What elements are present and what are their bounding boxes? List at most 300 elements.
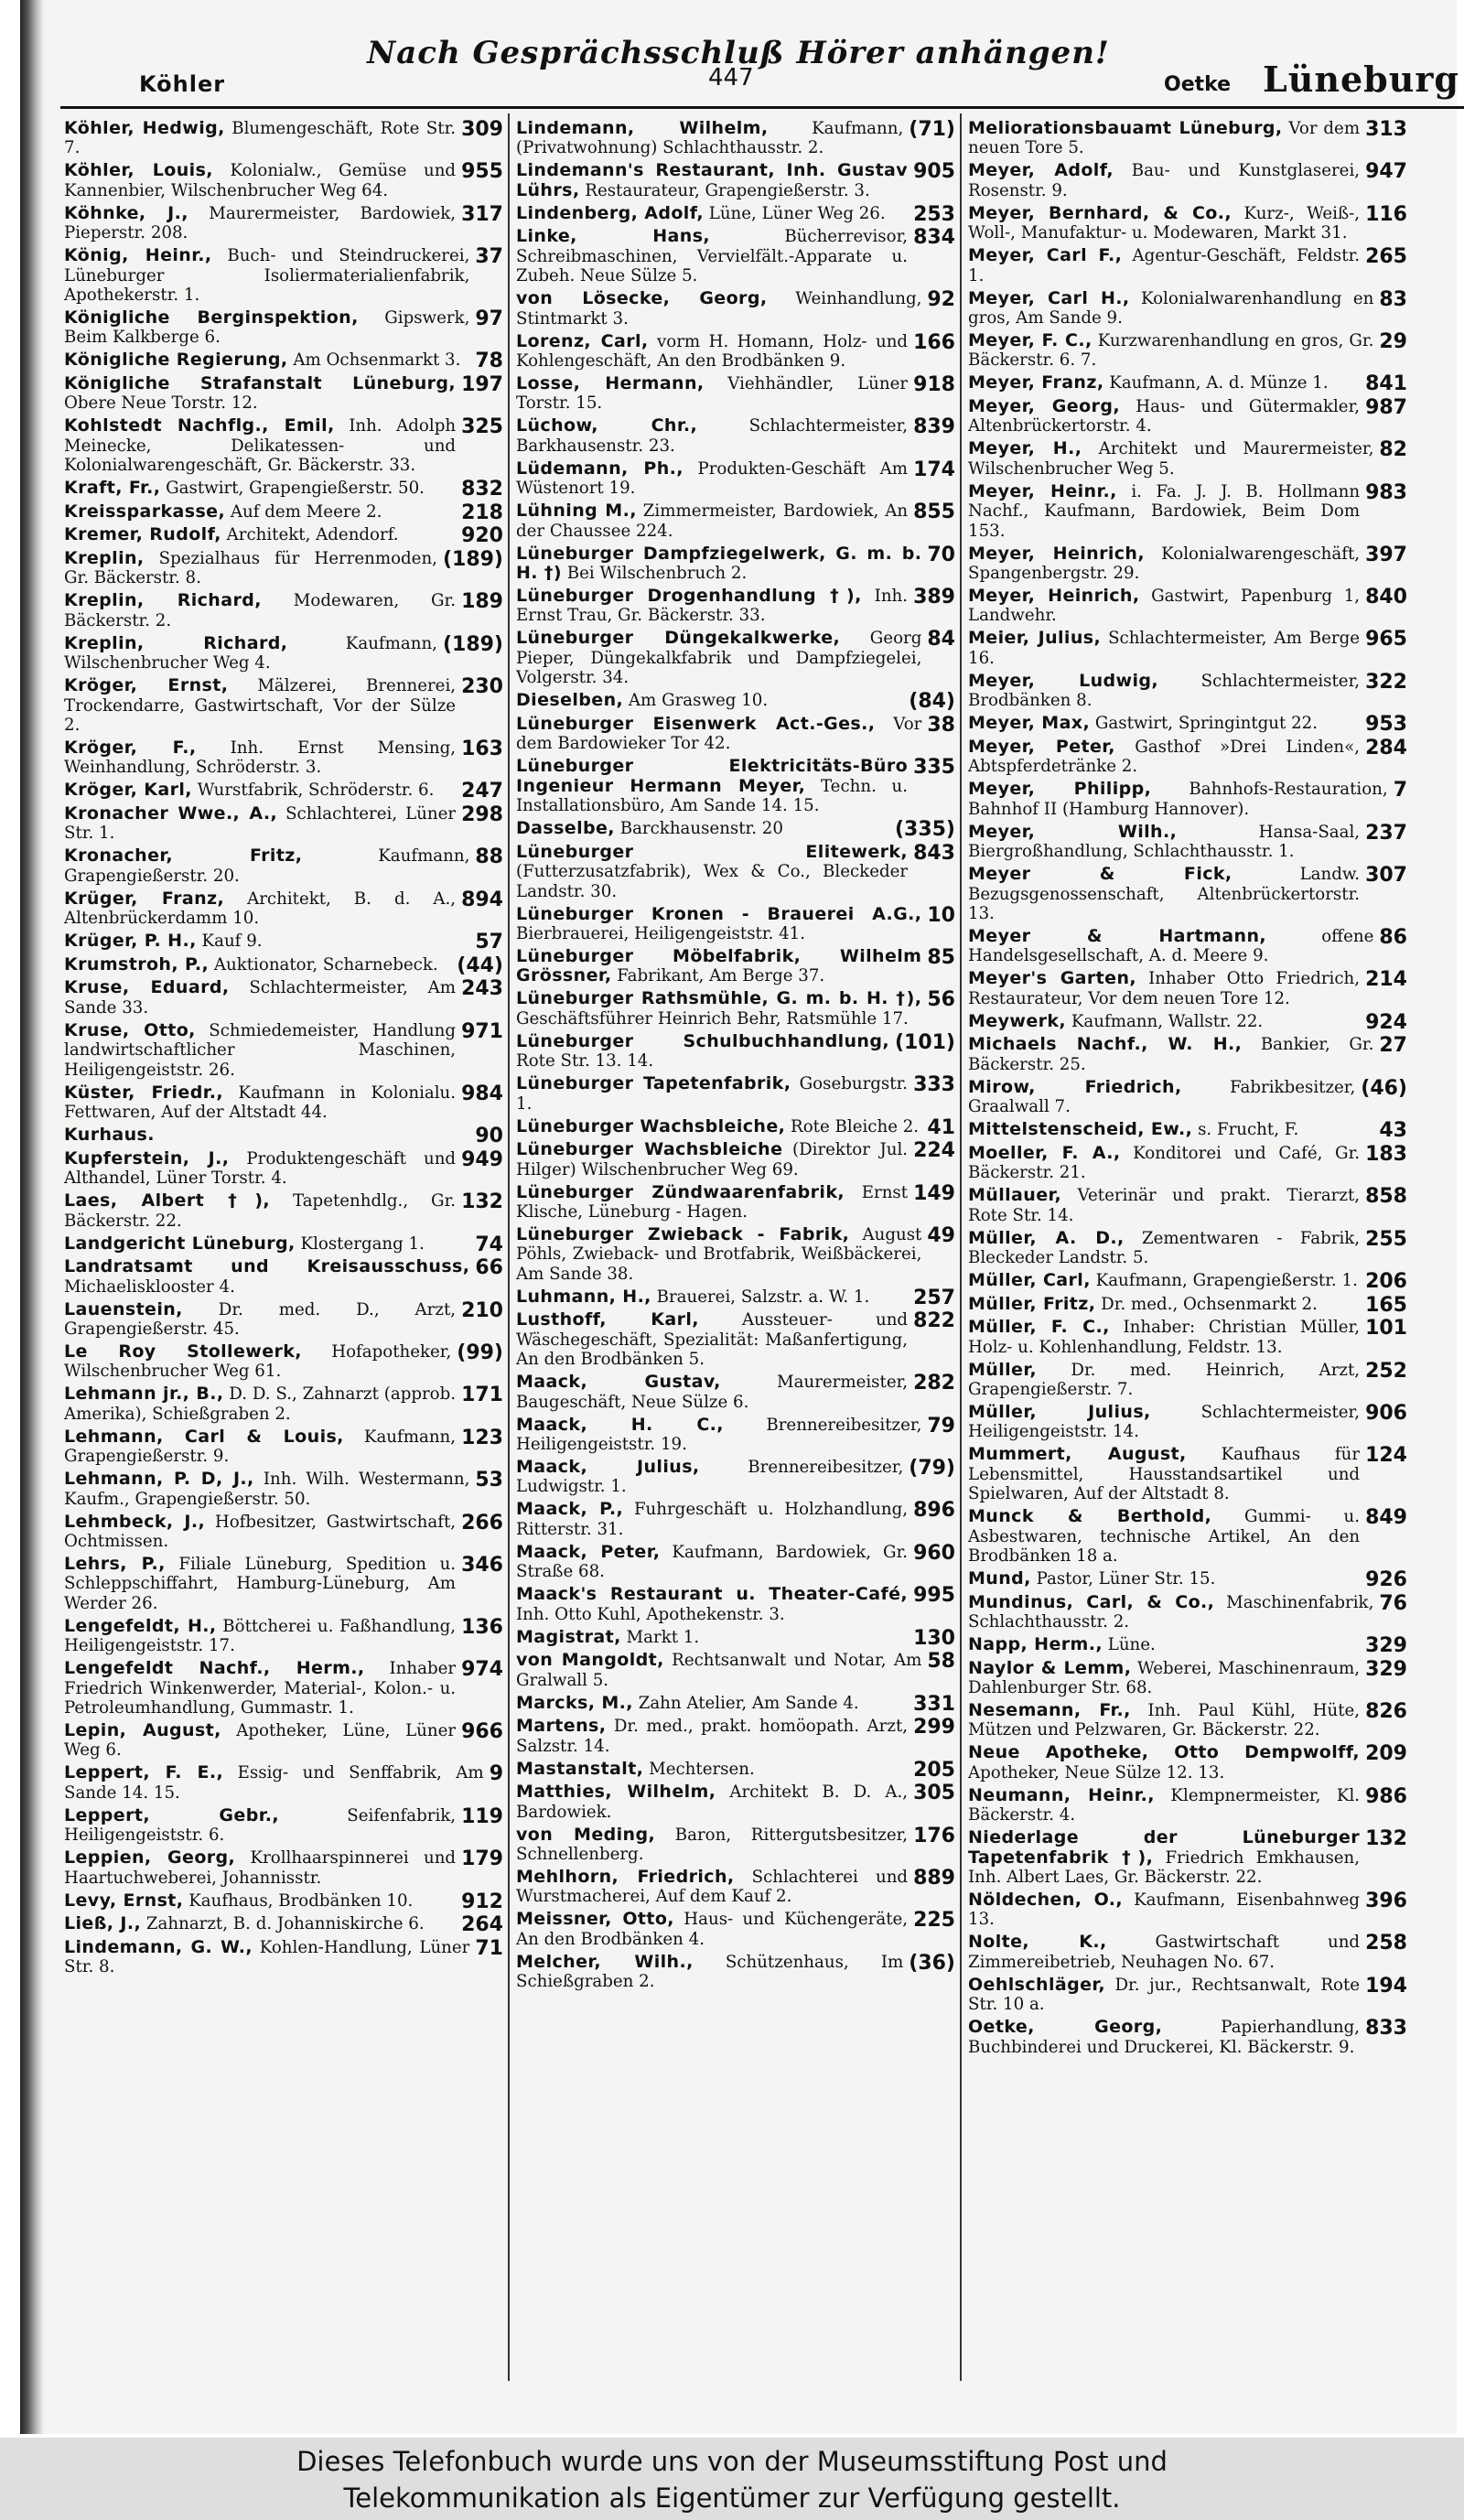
directory-entry [516,1074,955,1114]
directory-entry [968,2018,1407,2057]
entry-name: Naylor & Lemm, [968,1657,1132,1678]
phone-number: 822 [913,1309,955,1333]
entry-details: Dr. jur., Rechtsanwalt, Rote Str. 10 a. [968,1975,1361,2015]
entry-details: Architekt, Adendorf. [226,525,399,545]
phone-number: 57 [475,931,503,954]
directory-entry [64,161,503,200]
phone-number: 920 [461,524,503,548]
phone-number: 335 [913,756,955,780]
phone-number: 132 [1365,1827,1407,1851]
entry-details: Auf dem Meere 2. [230,501,382,522]
entry-details: s. Frucht, F. [1198,1120,1299,1140]
entry-details: Obere Neue Torstr. 12. [64,393,258,414]
phone-number: 329 [1365,1633,1407,1657]
directory-entry [64,502,503,522]
directory-entry [968,1701,1407,1740]
phone-number: 27 [1379,1034,1407,1058]
entry-details: Schlachterei und Wurstmacherei, Auf dem Kauf 2. [516,1868,909,1907]
directory-entry [64,549,503,588]
entry-name: von Meding, [516,1824,656,1845]
entry-details: Fabrikbesitzer, Graalwall 7. [968,1077,1356,1117]
column-divider [508,113,510,2381]
directory-entry [64,1149,503,1189]
entry-name: Müller, Fritz, [968,1293,1096,1314]
entry-details: Mechtersen. [649,1759,755,1779]
phone-number: 397 [1365,543,1407,566]
entry-details: Zahn Atelier, Am Sande 4. [638,1693,859,1713]
entry-name: Kurhaus. [64,1125,155,1146]
directory-entry [64,416,503,475]
phone-number: 325 [461,415,503,439]
entry-name: Kraft, Fr., [64,478,161,499]
phone-number: 205 [913,1758,955,1782]
entry-name: Kronacher, Fritz, [64,845,303,867]
directory-entry [968,161,1407,200]
directory-entry [968,1933,1407,1972]
entry-name: Königliche Regierung, [64,350,288,371]
entry-details: Hofapotheker, Wilschenbrucher Weg 61. [64,1341,452,1382]
entry-name: Niederlage der Lüneburger Tapetenfabrik †), [968,1827,1361,1868]
entry-details: Dr. med. Heinrich, Arzt, Grapengießerstr. 7. [968,1360,1361,1399]
entry-name: Leppert, F. E., [64,1762,224,1783]
entry-name: Meyer, Bernhard, & Co., [968,202,1232,223]
phone-number: 247 [461,780,503,803]
entry-details: Kaufmann, A. d. Münze 1. [1109,373,1329,393]
directory-entry [516,1032,955,1072]
entry-details: Papierhandlung, Buchbinderei und Druckerei, Kl. Bäckerstr. 9. [968,2018,1361,2057]
entry-name: von Mangoldt, [516,1650,664,1671]
entry-details: Kaufhaus für Lebensmittel, Hausstandsartikel und Spielwaren, Auf der Altstadt 8. [968,1445,1361,1504]
directory-entry [64,1913,503,1937]
directory-entry [516,1910,955,1949]
phone-number: 841 [1365,372,1407,396]
entry-name: Meyer, F. C., [968,330,1093,351]
entry-details: Gasthof »Drei Linden«, Abtspferdetränke 2. [968,737,1361,777]
directory-entry [968,1445,1407,1503]
phone-number: 974 [461,1658,503,1682]
phone-number: 206 [1365,1269,1407,1293]
entry-name: Lehmann jr., B., [64,1384,224,1405]
entry-details: Brauerei, Salzstr. a. W. 1. [656,1287,870,1307]
phone-number: 299 [913,1716,955,1739]
phone-number: 257 [913,1286,955,1309]
entry-details: Kaufmann, Bardowiek, Gr. Straße 68. [516,1542,909,1582]
entry-name: Nolte, K., [968,1932,1107,1953]
phone-number: 214 [1365,968,1407,992]
phone-number: 7 [1393,779,1407,802]
entry-details: Kaufmann, Grapengießerstr. 9. [64,1427,457,1467]
phone-number: 953 [1365,713,1407,737]
entry-details: Inh. Ernst Trau, Gr. Bäckerstr. 33. [516,587,909,626]
entry-name: Mundinus, Carl, & Co., [968,1591,1215,1612]
entry-name: Lüneburger Wachsbleiche [516,1139,783,1160]
phone-number: 322 [1365,670,1407,694]
phone-number: 912 [461,1890,503,1913]
directory-entry [968,1635,1407,1655]
directory-entry [64,246,503,305]
directory-entry [64,1021,503,1080]
directory-entry [516,1310,955,1369]
entry-name: Matthies, Wilhelm, [516,1782,716,1803]
phone-number: 918 [913,373,955,397]
phone-number: 71 [475,1936,503,1960]
directory-entry [968,927,1407,966]
phone-number: 79 [927,1414,955,1438]
phone-number: (44) [457,953,503,977]
entry-details: Kaufmann, Wallstr. 22. [1071,1011,1264,1031]
entry-name: Lüneburger Möbelfabrik, Wilhelm Grössner, [516,945,922,986]
entry-name: Müller, A. D., [968,1227,1125,1248]
directory-entry [64,846,503,886]
entry-name: Mehlhorn, Friedrich, [516,1867,735,1887]
entry-name: Kröger, Karl, [64,780,192,801]
phone-number: (101) [894,1030,955,1054]
directory-entry [516,715,955,754]
directory-entry [64,119,503,158]
entry-details: Zimmermeister, Bardowiek, An der Chaussee 224. [516,501,909,541]
entry-details: Hansa-Saal, Biergroßhandlung, Schlachthausstr. 1. [968,822,1361,862]
directory-entry [64,634,503,673]
phone-number: 266 [461,1511,503,1535]
phone-number: 85 [927,945,955,969]
phone-number: 832 [461,478,503,501]
entry-name: Lüneburger Tapetenfabrik, [516,1073,791,1094]
entry-details: Krollhaarspinnerei und Haartuchweberei, Johannisstr. [64,1848,457,1888]
phone-number: 255 [1365,1227,1407,1251]
directory-entry [968,1035,1407,1074]
entry-name: Landratsamt und Kreisausschuss, [64,1256,470,1277]
directory-entry [64,1234,503,1255]
directory-entry [516,459,955,499]
directory-entry [968,1890,1407,1930]
entry-details: Haus- und Gütermakler, Altenbrückertorstr. 4. [968,397,1361,436]
entry-details: Dr. med., prakt. homöopath. Arzt, Salzstr. 14. [516,1717,909,1756]
entry-details: August Pöhls, Zwieback- und Brotfabrik, Weißbäckerei, Am Sande 38. [516,1224,922,1284]
directory-entry [516,1717,955,1756]
phone-number: 284 [1365,736,1407,759]
entry-details: Bierbrauerei, Heiligengeiststr. 41. [516,923,806,943]
entry-name: Lindenberg, Adolf, [516,202,704,223]
phone-number: 58 [927,1650,955,1674]
entry-name: Lorenz, Carl, [516,330,649,351]
entry-name: Meyer, H., [968,438,1082,459]
directory-entry [64,204,503,243]
entry-name: Ließ, J., [64,1913,142,1934]
entry-details: Klostergang 1. [300,1233,425,1254]
entry-name: Kreissparkasse, [64,501,226,522]
entry-details: Wurstfabrik, Schröderstr. 6. [197,781,435,801]
entry-details: Seifenfabrik, Heiligengeiststr. 6. [64,1805,457,1846]
directory-entry [968,865,1407,923]
entry-name: Meier, Julius, [968,628,1102,649]
entry-name: Kronacher Wwe., A., [64,803,278,824]
phone-number: 86 [1379,925,1407,949]
entry-name: Lüneburger Elitewerk, [516,841,909,862]
directory-entry [64,1891,503,1912]
directory-entry [516,501,955,541]
entry-details: Kolonialw., Gemüse und Kannenbier, Wilschenbrucher Weg 64. [64,161,457,200]
entry-details: Georg Pieper, Düngekalkfabrik und Dampfziegelei, Volgerstr. 34. [516,629,922,688]
entry-details: Kolonialwarengeschäft, Spangenbergstr. 29. [968,544,1361,584]
entry-details: Schlachterei, Lüner Str. 1. [64,804,457,844]
phone-number: 313 [1365,119,1407,141]
entry-details: Gummi- u. Asbestwaren, technische Artikel, An den Brodbänken 18 a. [968,1507,1361,1566]
entry-details: (Direktor Jul. Hilger) Wilschenbrucher Weg 69. [516,1140,909,1179]
directory-entry [516,905,955,944]
phone-number: 307 [1365,864,1407,888]
entry-name: Meyer, Franz, [968,372,1104,393]
entry-name: Nöldechen, O., [968,1890,1124,1910]
directory-entry [968,672,1407,711]
entry-details: Dr. med. D., Arzt, Grapengießerstr. 45. [64,1299,457,1339]
entry-name: Meyer, Peter, [968,736,1115,757]
phone-number: 49 [927,1223,955,1247]
entry-name: Mastanstalt, [516,1758,644,1779]
entry-name: Küster, Friedr., [64,1082,223,1103]
entry-details: Auktionator, Scharnebeck. [213,954,438,975]
phone-number: 88 [475,845,503,869]
phone-number: 224 [913,1139,955,1163]
header-left-catchword: Köhler [139,71,226,97]
directory-entry [968,1593,1407,1632]
entry-details: Aussteuer- und Wäschegeschäft, Spezialität: Maßanfertigung, An den Brodbänken 5. [516,1310,909,1370]
entry-details: Inhaber Friedrich Winkenwerder, Material-, Kolon.- u. Petroleumhandlung, Gummastr. 1. [64,1659,457,1718]
entry-name: Meyer, Carl F., [968,245,1123,266]
entry-details: Vor dem Bardowieker Tor 42. [516,714,922,754]
entry-details: Zementwaren - Fabrik, Bleckeder Landstr. 5. [968,1228,1361,1267]
entry-name: Müller, F. C., [968,1317,1110,1338]
entry-name: Moeller, F. A., [968,1142,1121,1163]
entry-details: Klempnermeister, Kl. Bäckerstr. 4. [968,1785,1361,1825]
entry-details: Am Grasweg 10. [628,691,769,711]
entry-name: Lüneburger Eisenwerk Act.-Ges., [516,713,876,734]
phone-number: (71) [909,119,955,141]
entry-name: Nesemann, Fr., [968,1699,1131,1720]
entry-details: Inhaber: Christian Müller, Holz- u. Kohlenhandlung, Feldstr. 13. [968,1318,1361,1357]
directory-entry [516,1140,955,1179]
directory-entry [516,1782,955,1822]
phone-number: 826 [1365,1699,1407,1723]
entry-details: Inh. Paul Kühl, Hüte, Mützen und Pelzwaren, Gr. Bäckerstr. 22. [968,1700,1361,1740]
phone-number: 965 [1365,628,1407,652]
entry-details: Bankier, Gr. Bäckerstr. 25. [968,1035,1374,1074]
entry-name: Lüneburger Düngekalkwerke, [516,628,841,649]
directory-entry [64,1083,503,1123]
entry-name: Lüdemann, Ph., [516,458,684,479]
entry-details: Inh. Otto Kuhl, Apothekenstr. 3. [516,1604,785,1624]
entry-name: Lauenstein, [64,1298,183,1319]
directory-entry [968,1403,1407,1442]
directory-entry [64,955,503,975]
entry-details: Kolonialwarenhandlung en gros, Am Sande 9. [968,288,1374,328]
directory-entry [64,932,503,952]
phone-number: 76 [1379,1591,1407,1615]
entry-name: Linke, Hans, [516,226,711,247]
phone-number: 10 [927,903,955,927]
entry-name: Maack, Peter, [516,1541,661,1562]
directory-entry [64,781,503,801]
entry-details: Filiale Lüneburg, Spedition u. Schleppschiffahrt, Hamburg-Lüneburg, Am Werder 26. [64,1554,457,1613]
entry-details: D. D. S., Zahnarzt (approb. Amerika), Schießgraben 2. [64,1384,457,1424]
phone-number: 197 [461,373,503,397]
entry-name: Laes, Albert †), [64,1190,271,1212]
entry-details: Apotheker, Lüne, Lüner Weg 6. [64,1720,457,1761]
directory-entry [516,227,955,285]
phone-number: 37 [475,245,503,269]
entry-details: Konditorei und Café, Gr. Bäckerstr. 21. [968,1143,1361,1183]
entry-name: Lüchow, Chr., [516,415,698,436]
entry-details: Bücherrevisor, Schreibmaschinen, Vervielfält.-Apparate u. Zubeh. Neue Sülze 5. [516,227,909,286]
entry-details: Blumengeschäft, Rote Str. 7. [64,119,457,158]
phone-number: 90 [475,1125,503,1148]
directory-entry [64,374,503,414]
phone-number: 889 [913,1867,955,1890]
entry-name: Maack, Julius, [516,1456,700,1477]
entry-details: Bahnhofs-Restauration, Bahnhof II (Hamburg Hannover). [968,780,1388,819]
directory-entry [64,1342,503,1382]
entry-details: Inh. Adolph Meinecke, Delikatessen- und Kolonialwarengeschäft, Gr. Bäckerstr. 33. [64,416,457,476]
phone-number: 282 [913,1372,955,1395]
phone-number: 960 [913,1541,955,1565]
entry-name: Losse, Hermann, [516,373,705,394]
entry-details: Michaelisklooster 4. [64,1276,235,1297]
entry-details: Agentur-Geschäft, Feldstr. 1. [968,246,1361,285]
entry-details: Bau- und Kunstglaserei, Rosenstr. 9. [968,161,1361,200]
phone-number: 834 [913,226,955,250]
phone-number: 896 [913,1499,955,1523]
entry-name: Krüger, P. H., [64,931,197,952]
entry-details: Dr. med., Ochsenmarkt 2. [1101,1294,1318,1314]
phone-number: 70 [927,543,955,566]
directory-entry [968,1229,1407,1268]
entry-details: Zahnarzt, B. d. Johanniskirche 6. [145,1914,425,1934]
directory-entry [516,1953,955,1992]
entry-name: Krumstroh, P., [64,953,210,975]
phone-number: 843 [913,841,955,865]
directory-entry [968,1786,1407,1825]
directory-entry [516,989,955,1028]
page-edge-shadow [20,0,44,2434]
directory-entry [516,332,955,372]
entry-name: Meyer, Ludwig, [968,670,1159,691]
entry-details: i. Fa. J. J. B. Hollmann Nachf., Kaufmann, Bardowiek, Beim Dom 153. [968,481,1361,541]
directory-entry [64,1384,503,1424]
directory-entry [516,1183,955,1222]
entry-name: Meyer & Fick, [968,864,1233,885]
entry-details: Fuhrgeschäft u. Holzhandlung, Ritterstr. 31. [516,1500,909,1539]
entry-details: Kaufmann, (Privatwohnung) Schlachthausstr. 2. [516,119,904,158]
entry-name: Lepin, August, [64,1719,221,1740]
entry-details: Weberei, Maschinenraum, Dahlenburger Str. 68. [968,1658,1361,1697]
entry-name: König, Heinr., [64,245,212,266]
entry-name: Meyer, Adolf, [968,160,1114,181]
directory-entry [64,1300,503,1340]
phone-number: 166 [913,330,955,354]
phone-number: 84 [927,628,955,652]
header-rule [60,106,1464,109]
directory-entry [968,544,1407,584]
column-2 [516,119,955,2379]
entry-details: Schlachtermeister, Barkhausenstr. 23. [516,416,909,456]
entry-details: Gastwirt, Papenburg 1, Landwehr. [968,587,1361,626]
entry-details: Techn. u. Installationsbüro, Am Sande 14. 15. [516,776,909,816]
phone-number: 165 [1365,1293,1407,1317]
entry-details: Architekt, B. d. A., Altenbrückerdamm 10. [64,888,457,929]
phone-number: 53 [475,1469,503,1492]
entry-name: Neumann, Heinr., [968,1784,1155,1805]
entry-name: Meyer, Georg, [968,396,1120,417]
directory-entry [516,843,955,901]
phone-number: 174 [913,458,955,481]
directory-entry [968,246,1407,285]
phone-number: (46) [1361,1076,1407,1100]
directory-entry [516,1760,955,1780]
directory-entry [516,374,955,414]
entry-name: Meyer, Philipp, [968,779,1152,800]
phone-number: 906 [1365,1401,1407,1425]
phone-number: 194 [1365,1974,1407,1998]
entry-name: Le Roy Stollewerk, [64,1341,302,1362]
entry-name: Martens, [516,1716,607,1737]
entry-details: Kurzwarenhandlung en gros, Gr. Bäckerstr. 6. 7. [968,331,1374,371]
directory-entry [64,1721,503,1761]
phone-number: 176 [913,1824,955,1847]
directory-entry [968,1659,1407,1698]
phone-number: 189 [461,590,503,614]
phone-number: 894 [461,888,503,911]
phone-number: 66 [475,1256,503,1280]
entry-details: Schmiedemeister, Handlung landwirtschaftlicher Maschinen, Heiligengeiststr. 26. [64,1020,457,1080]
entry-name: Köhler, Hedwig, [64,119,225,138]
directory-entry [968,331,1407,371]
directory-entry [516,204,955,224]
phone-number: 243 [461,977,503,1001]
entry-name: Lüneburger Schulbuchhandlung, [516,1030,889,1051]
entry-name: Lehmbeck, J., [64,1511,206,1532]
directory-entry [516,818,955,842]
entry-details: Inh. Ernst Mensing, Weinhandlung, Schröderstr. 3. [64,738,457,778]
entry-name: Müllauer, [968,1185,1062,1206]
phone-number: 237 [1365,821,1407,845]
entry-name: Melcher, Wilh., [516,1951,694,1972]
entry-name: Mummert, August, [968,1444,1187,1465]
directory-entry [516,1225,955,1284]
phone-number: (335) [894,818,955,842]
entry-name: Königliche Strafanstalt Lüneburg, [64,373,457,394]
phone-number: 136 [461,1615,503,1639]
entry-details: Friedrich Emkhausen, Inh. Albert Laes, Gr. Bäckerstr. 22. [968,1847,1361,1887]
entry-name: Oetke, Georg, [968,2017,1163,2038]
phone-number: 333 [913,1073,955,1097]
directory-entry [64,479,503,499]
directory-entry [968,289,1407,328]
directory-entry [968,1569,1407,1589]
directory-entry [516,544,955,584]
entry-details: Kurz-, Weiß-, Woll-, Manufaktur- u. Modewaren, Markt 31. [968,203,1361,243]
directory-entry [968,1976,1407,2015]
entry-details: Restaurateur, Grapengießerstr. 3. [585,180,870,200]
directory-entry [968,969,1407,1008]
directory-entry [968,1318,1407,1357]
entry-details: Am Ochsenmarkt 3. [293,350,461,371]
entry-details: Kauf 9. [201,932,263,952]
entry-details: Weinhandlung, Stintmarkt 3. [516,289,922,328]
phone-number: 56 [927,988,955,1012]
phone-number: 83 [1379,287,1407,311]
entry-details: Spezialhaus für Herrenmoden, Gr. Bäckerstr. 8. [64,549,437,588]
entry-details: Schlachtermeister, Am Sande 33. [64,978,457,1018]
entry-details: Kaufhaus, Brodbänken 10. [188,1890,414,1911]
